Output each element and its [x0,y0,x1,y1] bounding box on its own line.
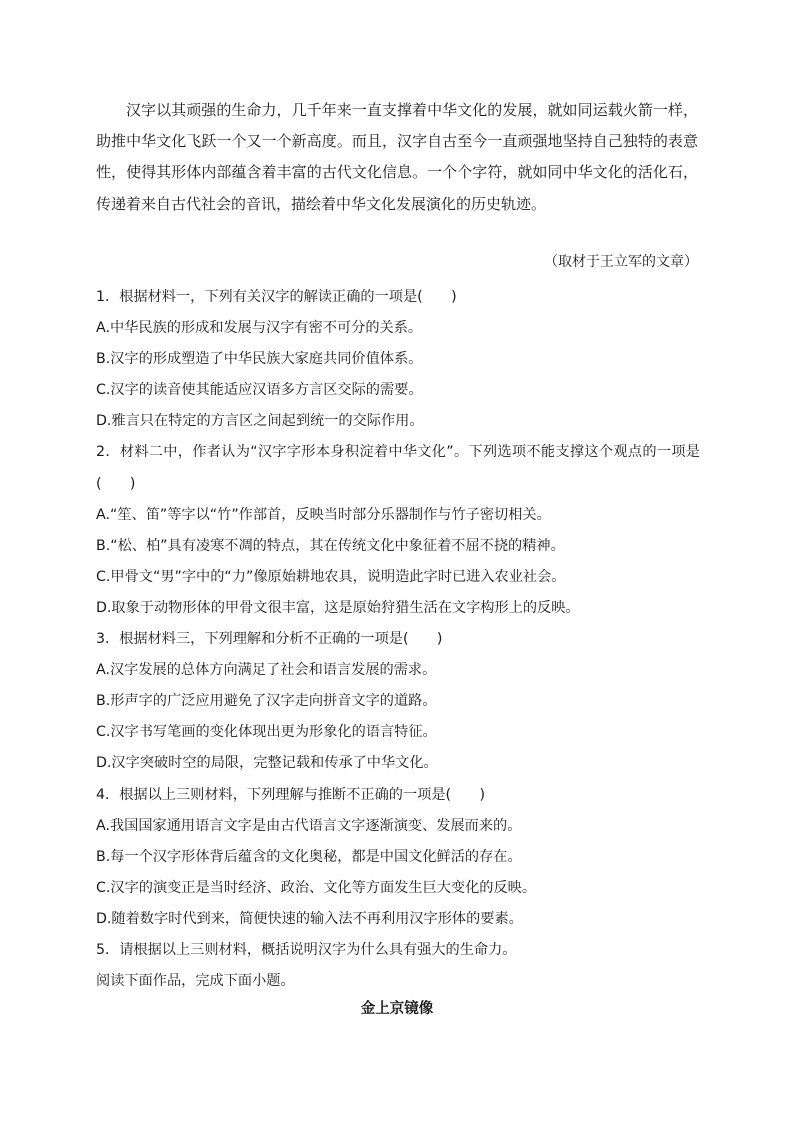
question-1 [96,282,700,437]
option-d: D.随着数字时代到来，简便快速的输入法不再利用汉字形体的要素。 [96,910,523,927]
source-citation: （取材于王立军的文章） [544,254,698,270]
option-a: A.我国国家通用语言文字是由古代语言文字逐渐演变、发展而来的。 [96,817,522,834]
option-a: A.汉字发展的总体方向满足了社会和语言发展的需求。 [96,662,437,679]
option-d: D.取象于动物形体的甲骨文很丰富，这是原始狩猎生活在文字构形上的反映。 [96,599,580,616]
question-stem: 1．根据材料一，下列有关汉字的解读正确的一项是( ) [96,289,457,305]
option-c: C.汉字书写笔画的变化体现出更为形象化的语言特征。 [96,724,437,741]
question-stem: 4．根据以上三则材料，下列理解与推断不正确的一项是( ) [96,786,485,803]
reading-instruction: 阅读下面作品，完成下面小题。 [96,973,295,990]
question-4 [96,780,700,935]
option-b: B.形声字的广泛应用避免了汉字走向拼音文字的道路。 [96,693,437,710]
option-c: C.甲骨文“男”字中的“力”像原始耕地农具，说明造此字时已进入农业社会。 [96,568,566,585]
option-b: B.汉字的形成塑造了中华民族大家庭共同价值体系。 [96,351,423,368]
question-stem: 2．材料二中，作者认为“汉字字形本身积淀着中华文化”。下列选项不能支撑这个观点的一项是( ) [96,444,700,492]
question-3 [96,624,700,779]
option-d: D.汉字突破时空的局限，完整记载和传承了中华文化。 [96,755,438,772]
question-5 [96,935,700,966]
option-c: C.汉字的读音使其能适应汉语多方言区交际的需要。 [96,382,423,399]
option-b: B.每一个汉字形体背后蕴含的文化奥秘，都是中国文化鲜活的存在。 [96,848,522,865]
question-stem: 3．根据材料三，下列理解和分析不正确的一项是( ) [96,631,443,648]
next-passage-title: 金上京镜像 [360,1000,434,1017]
material-passage: 汉字以其顽强的生命力，几千年来一直支撑着中华文化的发展，就如同运载火箭一样，助推中华文化飞跃一个又一个新高度。而且，汉字自古至今一直顽强地坚持自己独特的表意性，使得其形体内部蕴含着丰富的古代文化信息。一个个字符，就如同中华文化的活化石，传递着来自古代社会的音讯，描绘着中华文化发展演化的历史轨迹。 [96,101,698,213]
option-a: A.中华民族的形成和发展与汉字有密不可分的关系。 [96,320,423,337]
option-a: A.“笙、笛”等字以“竹”作部首，反映当时部分乐器制作与竹子密切相关。 [96,506,551,523]
question-list [96,282,700,997]
option-d: D.雅言只在特定的方言区之间起到统一的交际作用。 [96,413,424,430]
question-2 [96,437,700,624]
option-c: C.汉字的演变正是当时经济、政治、文化等方面发生巨大变化的反映。 [96,879,537,896]
option-b: B.“松、柏”具有凌寒不凋的特点，其在传统文化中象征着不屈不挠的精神。 [96,537,565,554]
question-stem: 5．请根据以上三则材料，概括说明汉字为什么具有强大的生命力。 [96,941,517,958]
